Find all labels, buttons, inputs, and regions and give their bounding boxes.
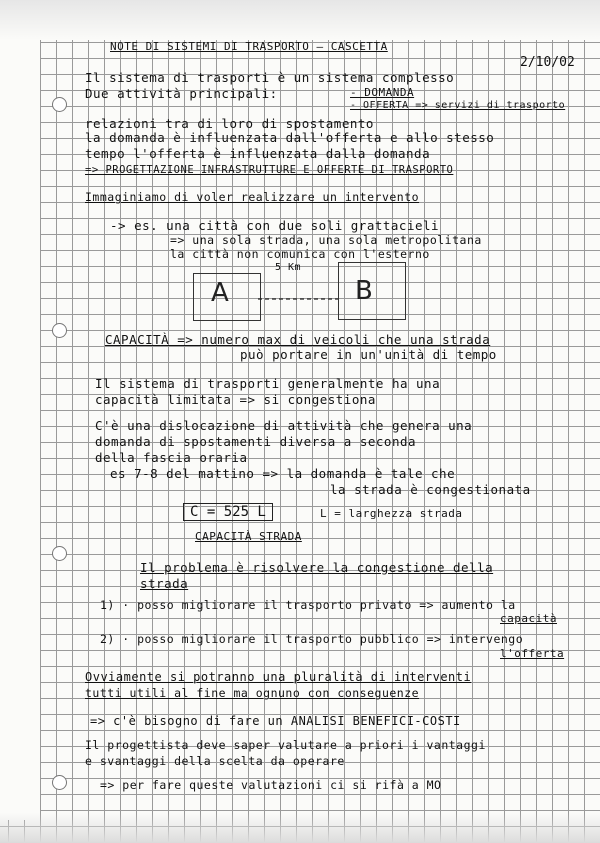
note-line: => per fare queste valutazioni ci si rifà a MO: [100, 778, 442, 792]
note-line: -> es. una città con due soli grattacieli: [110, 218, 440, 233]
note-line: C'è una dislocazione di attività che genera una: [95, 418, 473, 433]
note-line: tutti utili al fine ma ognuno con conseguenze: [85, 686, 420, 700]
note-line: - DOMANDA: [350, 86, 415, 99]
note-line: Il sistema di trasporti generalmente ha una: [95, 376, 441, 391]
note-line: => PROGETTAZIONE INFRASTRUTTURE E OFFERTE DI TRASPORTO: [85, 164, 454, 176]
road-line: [258, 294, 340, 304]
note-line: es 7-8 del mattino => la domanda è tale che: [110, 466, 456, 481]
note-line: Il problema è risolvere la congestione della: [140, 560, 494, 575]
note-line: la strada è congestionata: [330, 482, 531, 497]
page-header-title: NOTE DI SISTEMI DI TRASPORTO — CASCETTA: [110, 40, 388, 53]
note-line: CAPACITÀ STRADA: [195, 530, 302, 543]
distance-label: 5 Km: [275, 262, 302, 273]
note-line: la città non comunica con l'esterno: [170, 247, 430, 261]
note-line: - OFFERTA => servizi di trasporto: [350, 100, 566, 111]
note-line: relazioni tra di loro di spostamento: [85, 116, 374, 131]
note-line: e svantaggi della scelta da operare: [85, 754, 345, 768]
note-line: la domanda è influenzata dall'offerta e allo stesso: [85, 130, 495, 145]
note-line: tempo l'offerta è influenzata dalla domanda: [85, 146, 431, 161]
note-line: => c'è bisogno di fare un ANALISI BENEFICI-COSTI: [90, 714, 461, 728]
note-line: 2) · posso migliorare il trasporto pubblico => intervengo: [100, 632, 524, 646]
note-line: domanda di spostamenti diversa a seconda: [95, 434, 417, 449]
note-line: Ovviamente si potranno una pluralità di interventi: [85, 670, 472, 684]
note-line: Il progettista deve saper valutare a priori i vantaggi: [85, 738, 486, 752]
binder-hole: [52, 97, 67, 112]
note-line: CAPACITÀ => numero max di veicoli che una strada: [105, 332, 491, 347]
binder-hole: [52, 775, 67, 790]
page-margin: [0, 40, 40, 820]
note-line: strada: [140, 576, 189, 591]
note-line: della fascia oraria: [95, 450, 248, 465]
note-line: l'offerta: [500, 647, 565, 660]
note-line: Il sistema di trasporti è un sistema complesso: [85, 70, 455, 85]
note-line: capacità limitata => si congestiona: [95, 392, 376, 407]
binder-hole: [52, 323, 67, 338]
note-line: Immaginiamo di voler realizzare un intervento: [85, 190, 420, 204]
page-date: 2/10/02: [520, 55, 575, 70]
scan-shadow-bottom: [0, 813, 600, 843]
note-line: capacità: [500, 612, 557, 625]
note-line: Due attività principali:: [85, 86, 278, 101]
label-a: A: [211, 278, 229, 308]
note-line: => una sola strada, una sola metropolitana: [170, 233, 482, 247]
note-line: può portare in un'unità di tempo: [240, 347, 497, 362]
note-line: 1) · posso migliorare il trasporto privato => aumento la: [100, 598, 516, 612]
scan-shadow-top: [0, 0, 600, 40]
capacity-formula: C = 525 L: [183, 503, 273, 521]
binder-hole: [52, 546, 67, 561]
label-b: B: [355, 276, 373, 306]
note-line: L = larghezza strada: [320, 507, 463, 520]
